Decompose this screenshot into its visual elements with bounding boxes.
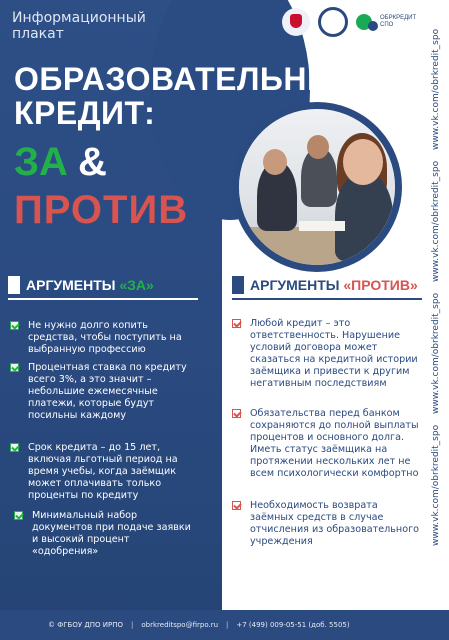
footer-bar [0,610,449,640]
za-argument-text: Срок кредита – до 15 лет, включая льготный период на время учебы, когда заёмщик может оплачивать только проценты по кредиту [28,442,178,501]
red-check-icon [232,501,241,510]
heading-prefix: АРГУМЕНТЫ [250,277,340,293]
vk-link-column [429,28,449,630]
project-logo-text: ОБРКРЕДИТ СПО [380,15,417,28]
za-heading [14,142,107,182]
za-argument-text: Не нужно долго копить средства, чтобы поступить на выбранную профессию [28,320,182,355]
za-argument-item [10,320,200,356]
green-check-icon [10,363,19,372]
heading-underline [8,298,198,300]
students-photo [232,102,402,272]
protiv-word: ПРОТИВ [14,188,189,232]
red-check-icon [232,409,241,418]
red-check-icon [232,319,241,328]
green-check-icon [10,321,19,330]
footer-separator: | [226,621,229,629]
protiv-argument-item [232,318,422,390]
ampersand: & [77,140,107,184]
vk-link[interactable]: www.vk.com/obrkredit_spo [431,424,441,546]
heading-highlight: «ЗА» [119,277,154,293]
heading-underline [232,298,422,300]
heading-prefix: АРГУМЕНТЫ [26,277,116,293]
arguments-protiv-heading [232,276,418,294]
arguments-za-heading [8,276,154,294]
za-argument-item [10,442,200,502]
institute-logo-icon [318,7,348,37]
project-logo-icon [356,13,417,31]
title-line-1: ОБРАЗОВАТЕЛЬНЫЙ [14,61,363,97]
footer-email[interactable]: obrkreditspo@firpo.ru [141,621,219,629]
protiv-argument-item [232,500,422,548]
footer-phone[interactable]: +7 (499) 009-05-51 (доб. 5505) [236,621,350,629]
za-argument-item [10,362,200,422]
za-argument-item [14,510,194,558]
protiv-argument-text: Необходимость возврата заёмных средств в случае отчисления из образовательного учреждения [250,500,419,547]
green-check-icon [10,443,19,452]
title-line-2: КРЕДИТ: [14,95,156,131]
vk-link[interactable]: www.vk.com/obrkredit_spo [431,28,441,150]
heading-marker [8,276,20,294]
protiv-argument-text: Любой кредит – это ответственность. Нарушение условий договора может сказаться на кредитной истории заёмщика и привести к другим негативным последствиям [250,318,418,389]
green-check-icon [14,511,23,520]
za-argument-text: Минимальный набор документов при подаче заявки и высокий процент «одобрения» [32,510,191,557]
za-argument-text: Процентная ставка по кредиту всего 3%, а это значит – небольшие ежемесячные платежи, которые будут посильны каждому [28,362,187,421]
protiv-argument-text: Обязательства перед банком сохраняются до полной выплаты процентов и основного долга. Иметь статус заёмщика на протяжении нескольких лет не всем психологически комфортно [250,408,419,479]
vk-link[interactable]: www.vk.com/obrkredit_spo [431,160,441,282]
heading-highlight: «ПРОТИВ» [343,277,418,293]
ministry-emblem-icon [282,8,310,36]
footer-org: © ФГБОУ ДПО ИРПО [48,621,124,629]
protiv-argument-item [232,408,422,480]
logo-row [282,6,422,38]
poster-kind-label: Информационный плакат [12,10,146,42]
heading-marker [232,276,244,294]
vk-link[interactable]: www.vk.com/obrkredit_spo [431,292,441,414]
footer-separator: | [131,621,134,629]
za-word: ЗА [14,140,68,184]
